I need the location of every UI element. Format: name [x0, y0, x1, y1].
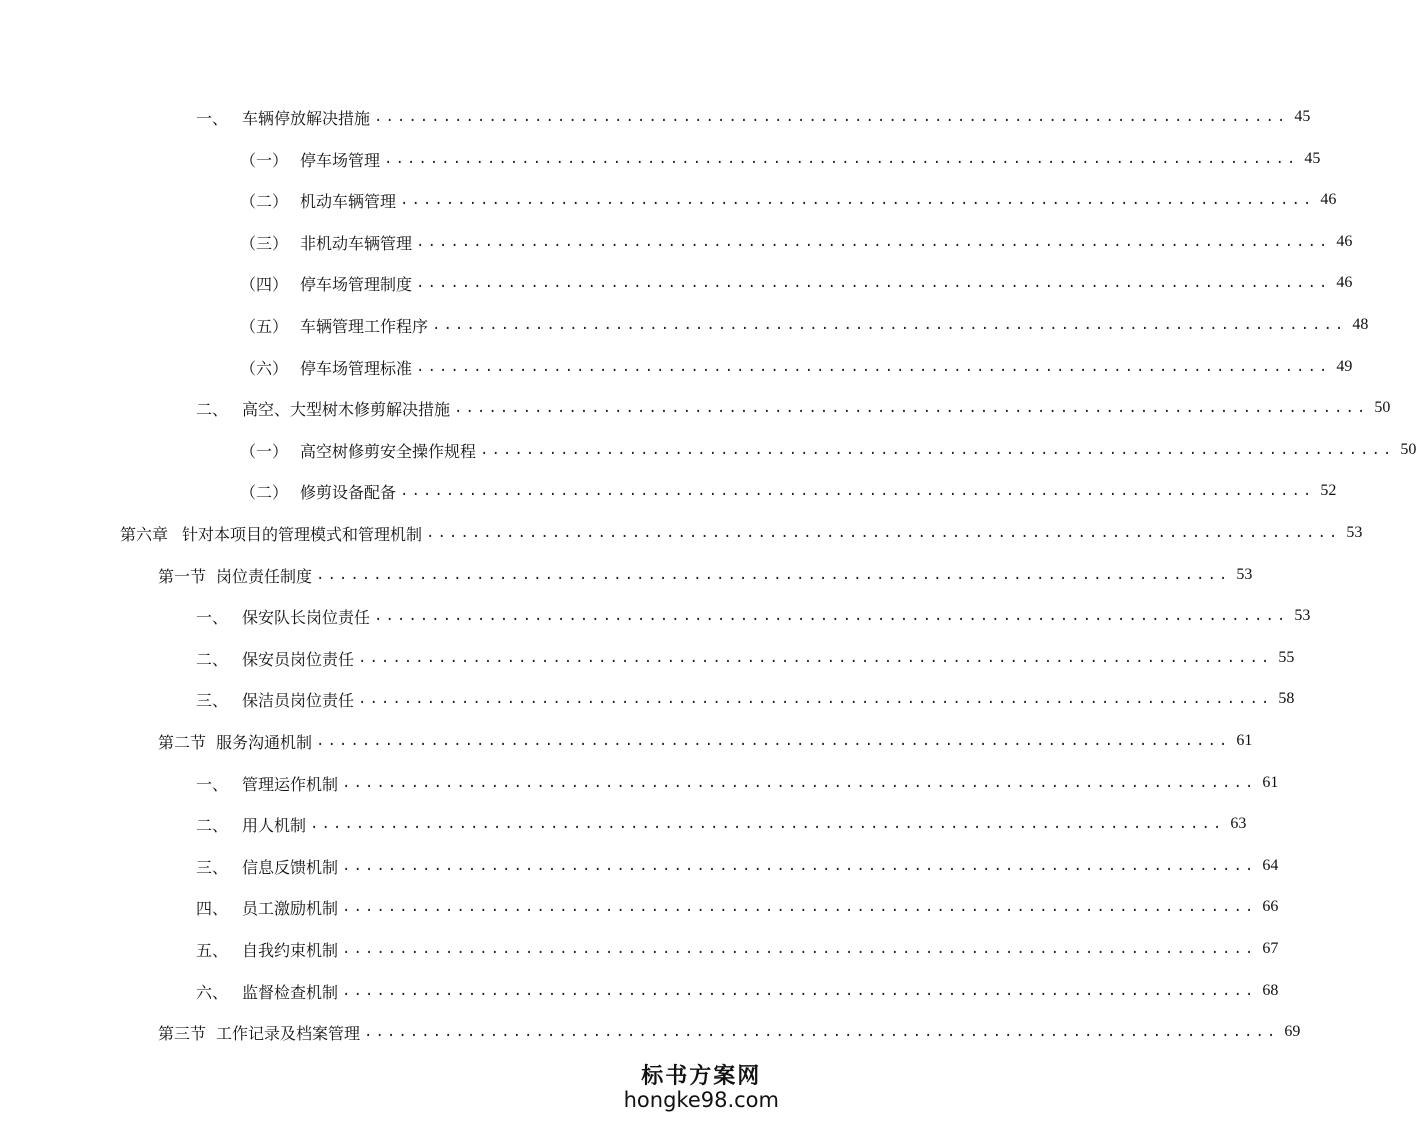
toc-entry-title: 高空、大型树木修剪解决措施: [242, 399, 451, 419]
toc-entry-page-number: 45: [1304, 150, 1321, 167]
toc-entry-number: （二）: [240, 482, 289, 502]
toc-entry-title: 停车场管理标准: [300, 358, 413, 378]
toc-dot-leader: ................................................................................: [426, 525, 1341, 541]
toc-dot-leader: ................................................................................: [316, 733, 1231, 749]
toc-entry[interactable]: [240, 148, 1321, 170]
toc-entry-number: （一）: [240, 150, 289, 170]
toc-entry-title: 岗位责任制度: [216, 566, 313, 586]
toc-dot-leader: ................................................................................: [416, 359, 1331, 375]
toc-entry-title: 员工激励机制: [242, 898, 339, 918]
toc-entry-title: 车辆停放解决措施: [242, 108, 371, 128]
toc-entry-number: 四、: [196, 898, 229, 918]
toc-entry-page-number: 49: [1336, 358, 1353, 375]
toc-dot-leader: ................................................................................: [384, 151, 1299, 167]
toc-entry-number: 二、: [196, 399, 229, 419]
toc-entry-title: 自我约束机制: [242, 940, 339, 960]
toc-entry[interactable]: [196, 397, 1391, 419]
toc-entry-page-number: 48: [1352, 316, 1369, 333]
watermark-url-text: hongke98.com: [623, 1088, 779, 1112]
toc-entry-number: 三、: [196, 857, 229, 877]
toc-entry[interactable]: [158, 1021, 1301, 1043]
toc-entry-number: 第一节: [158, 566, 207, 586]
toc-entry-title: 工作记录及档案管理: [216, 1023, 361, 1043]
toc-entry-page-number: 69: [1284, 1023, 1301, 1040]
toc-entry-number: （四）: [240, 274, 289, 294]
toc-entry[interactable]: [196, 896, 1279, 918]
toc-entry-page-number: 50: [1374, 399, 1391, 416]
toc-dot-leader: ................................................................................: [374, 109, 1289, 125]
toc-entry-title: 机动车辆管理: [300, 191, 397, 211]
toc-entry[interactable]: [196, 938, 1279, 960]
toc-entry-number: 六、: [196, 982, 229, 1002]
toc-entry-page-number: 58: [1278, 690, 1295, 707]
toc-entry-title: 修剪设备配备: [300, 482, 397, 502]
toc-entry-number: 三、: [196, 690, 229, 710]
toc-entry-title: 管理运作机制: [242, 774, 339, 794]
toc-entry-page-number: 55: [1278, 649, 1295, 666]
toc-entry[interactable]: [158, 730, 1253, 752]
toc-dot-leader: ................................................................................: [454, 400, 1369, 416]
toc-dot-leader: ................................................................................: [364, 1024, 1279, 1040]
toc-dot-leader: ................................................................................: [342, 941, 1257, 957]
toc-entry[interactable]: [196, 980, 1279, 1002]
toc-dot-leader: ................................................................................: [432, 317, 1347, 333]
toc-entry-title: 用人机制: [242, 815, 307, 835]
toc-dot-leader: ................................................................................: [374, 608, 1289, 624]
toc-dot-leader: ................................................................................: [416, 234, 1331, 250]
toc-entry-page-number: 53: [1236, 566, 1253, 583]
toc-entry-title: 停车场管理: [300, 150, 381, 170]
toc-entry-page-number: 61: [1262, 774, 1279, 791]
toc-entry-number: 第二节: [158, 732, 207, 752]
toc-entry-title: 服务沟通机制: [216, 732, 313, 752]
toc-entry[interactable]: [240, 272, 1353, 294]
toc-dot-leader: ................................................................................: [358, 650, 1273, 666]
toc-entry-page-number: 50: [1400, 441, 1416, 458]
toc-entry-title: 保安员岗位责任: [242, 649, 355, 669]
toc-entry-number: （五）: [240, 316, 289, 336]
toc-entry-page-number: 63: [1230, 815, 1247, 832]
toc-dot-leader: ................................................................................: [358, 691, 1273, 707]
toc-entry-title: 保安队长岗位责任: [242, 607, 371, 627]
toc-dot-leader: ................................................................................: [316, 567, 1231, 583]
toc-entry[interactable]: [240, 189, 1337, 211]
toc-entry[interactable]: [240, 480, 1337, 502]
toc-entry-page-number: 53: [1346, 524, 1363, 541]
toc-entry-number: 一、: [196, 607, 229, 627]
toc-entry[interactable]: [196, 605, 1311, 627]
toc-entry-number: 第六章: [120, 524, 169, 544]
toc-entry[interactable]: [196, 647, 1295, 669]
toc-dot-leader: ................................................................................: [400, 192, 1315, 208]
toc-dot-leader: ................................................................................: [342, 983, 1257, 999]
toc-entry-title: 非机动车辆管理: [300, 233, 413, 253]
toc-entry-page-number: 64: [1262, 857, 1279, 874]
toc-entry-number: 二、: [196, 815, 229, 835]
toc-dot-leader: ................................................................................: [400, 483, 1315, 499]
toc-entry-page-number: 68: [1262, 982, 1279, 999]
toc-entry-page-number: 52: [1320, 482, 1337, 499]
toc-entry-number: 第三节: [158, 1023, 207, 1043]
toc-entry-page-number: 46: [1336, 233, 1353, 250]
toc-entry-number: 五、: [196, 940, 229, 960]
toc-entry-page-number: 46: [1320, 191, 1337, 208]
toc-entry-title: 停车场管理制度: [300, 274, 413, 294]
toc-entry-title: 针对本项目的管理模式和管理机制: [182, 524, 423, 544]
toc-entry-number: 二、: [196, 649, 229, 669]
watermark-chinese-text: 标书方案网: [641, 1064, 762, 1089]
toc-entry[interactable]: [196, 813, 1247, 835]
toc-entry[interactable]: [120, 522, 1363, 544]
toc-entry[interactable]: [196, 772, 1279, 794]
toc-dot-leader: ................................................................................: [416, 275, 1331, 291]
toc-entry-page-number: 53: [1294, 607, 1311, 624]
toc-entry-title: 车辆管理工作程序: [300, 316, 429, 336]
toc-entry-number: 一、: [196, 108, 229, 128]
toc-dot-leader: ................................................................................: [310, 816, 1225, 832]
toc-entry-page-number: 66: [1262, 898, 1279, 915]
toc-entry-number: （二）: [240, 191, 289, 211]
watermark-logo: [624, 1059, 779, 1112]
toc-entry-number: （三）: [240, 233, 289, 253]
toc-entry[interactable]: [196, 855, 1279, 877]
toc-entry-page-number: 67: [1262, 940, 1279, 957]
toc-entry-title: 保洁员岗位责任: [242, 690, 355, 710]
toc-dot-leader: ................................................................................: [342, 858, 1257, 874]
toc-entry-page-number: 46: [1336, 274, 1353, 291]
toc-entry-number: （一）: [240, 441, 289, 461]
toc-entry[interactable]: [196, 106, 1311, 128]
toc-entry-title: 监督检查机制: [242, 982, 339, 1002]
toc-entry-page-number: 61: [1236, 732, 1253, 749]
toc-entry-title: 信息反馈机制: [242, 857, 339, 877]
toc-entry[interactable]: [240, 356, 1353, 378]
toc-entry[interactable]: [196, 688, 1295, 710]
toc-entry-number: 一、: [196, 774, 229, 794]
toc-entry[interactable]: [240, 314, 1369, 336]
toc-entry[interactable]: [158, 564, 1253, 586]
toc-entry[interactable]: [240, 439, 1416, 461]
toc-dot-leader: ................................................................................: [480, 442, 1395, 458]
toc-entry-number: （六）: [240, 358, 289, 378]
toc-dot-leader: ................................................................................: [342, 775, 1257, 791]
toc-entry-title: 高空树修剪安全操作规程: [300, 441, 477, 461]
toc-dot-leader: ................................................................................: [342, 899, 1257, 915]
toc-entry-page-number: 45: [1294, 108, 1311, 125]
toc-entry[interactable]: [240, 231, 1353, 253]
